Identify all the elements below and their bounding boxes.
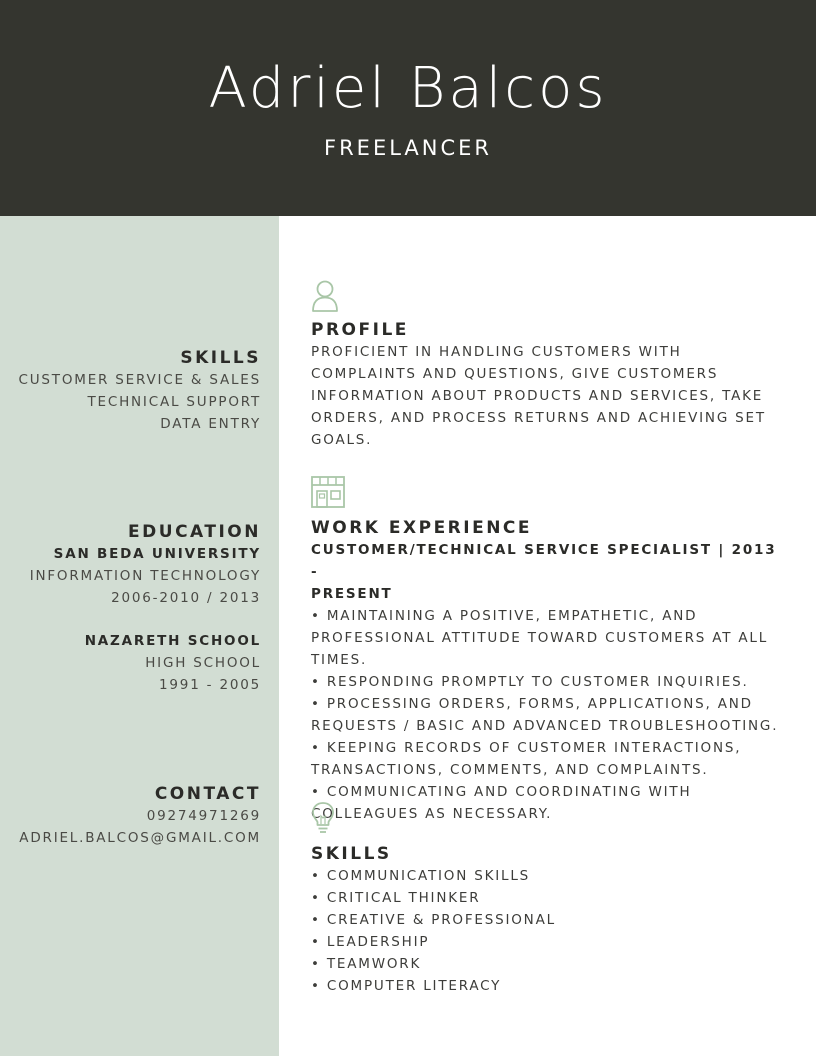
school-program: INFORMATION TECHNOLOGY xyxy=(29,568,261,584)
work-line: • RESPONDING PROMPTLY TO CUSTOMER INQUIRIES. xyxy=(311,674,749,690)
profile-heading: PROFILE xyxy=(311,320,409,340)
contact-heading: CONTACT xyxy=(154,784,261,804)
sidebar-skill-item: TECHNICAL SUPPORT xyxy=(87,394,261,410)
work-experience-section xyxy=(311,517,781,825)
school-name: NAZARETH SCHOOL xyxy=(84,633,261,649)
skill-item: • COMPUTER LITERACY xyxy=(311,975,781,997)
work-line: COLLEAGUES AS NECESSARY. xyxy=(311,806,553,822)
profile-line: ORDERS, AND PROCESS RETURNS AND ACHIEVING SET xyxy=(311,410,766,426)
work-line: TIMES. xyxy=(311,652,368,668)
school-years: 2006-2010 / 2013 xyxy=(111,590,261,606)
sidebar-education-section xyxy=(30,521,261,696)
candidate-title: FREELANCER xyxy=(324,136,492,160)
contact-email: ADRIEL.BALCOS@GMAIL.COM xyxy=(19,830,261,846)
education-heading: EDUCATION xyxy=(128,522,261,542)
school-name: SAN BEDA UNIVERSITY xyxy=(53,546,261,562)
skill-item: • COMMUNICATION SKILLS xyxy=(311,865,781,887)
work-line: • MAINTAINING A POSITIVE, EMPATHETIC, AND xyxy=(311,608,698,624)
sidebar-skill-item: CUSTOMER SERVICE & SALES xyxy=(18,372,261,388)
skill-item: • LEADERSHIP xyxy=(311,931,781,953)
sidebar-skills-section xyxy=(19,347,262,435)
profile-line: INFORMATION ABOUT PRODUCTS AND SERVICES, TAKE xyxy=(311,388,764,404)
skills-section xyxy=(311,843,781,997)
profile-line: COMPLAINTS AND QUESTIONS, GIVE CUSTOMERS xyxy=(311,366,719,382)
contact-phone: 09274971269 xyxy=(146,808,261,824)
storefront-icon xyxy=(311,476,345,512)
person-icon xyxy=(311,279,339,317)
candidate-name: Adriel Balcos xyxy=(208,56,608,121)
resume-header xyxy=(0,0,816,216)
school-years: 1991 - 2005 xyxy=(159,677,261,693)
skill-item: • CREATIVE & PROFESSIONAL xyxy=(311,909,781,931)
school-program: HIGH SCHOOL xyxy=(145,655,261,671)
work-line: TRANSACTIONS, COMMENTS, AND COMPLAINTS. xyxy=(311,762,709,778)
work-line: • KEEPING RECORDS OF CUSTOMER INTERACTIONS, xyxy=(311,740,742,756)
sidebar-contact-section xyxy=(19,783,261,849)
work-heading: WORK EXPERIENCE xyxy=(311,518,533,538)
profile-section xyxy=(311,319,781,451)
work-line: PROFESSIONAL ATTITUDE TOWARD CUSTOMERS AT ALL xyxy=(311,630,769,646)
skill-item: • TEAMWORK xyxy=(311,953,781,975)
work-position: CUSTOMER/TECHNICAL SERVICE SPECIALIST | 2013 - xyxy=(311,542,777,580)
skill-item: • CRITICAL THINKER xyxy=(311,887,781,909)
work-line: REQUESTS / BASIC AND ADVANCED TROUBLESHOOTING. xyxy=(311,718,779,734)
skills-list xyxy=(311,865,781,997)
lightbulb-icon xyxy=(311,801,335,839)
profile-line: PROFICIENT IN HANDLING CUSTOMERS WITH xyxy=(311,344,682,360)
profile-line: GOALS. xyxy=(311,432,373,448)
work-line: • PROCESSING ORDERS, FORMS, APPLICATIONS, AND xyxy=(311,696,753,712)
work-position: PRESENT xyxy=(311,586,393,602)
sidebar-skill-item: DATA ENTRY xyxy=(160,416,261,432)
sidebar-skills-heading: SKILLS xyxy=(180,348,261,368)
skills-heading: SKILLS xyxy=(311,844,392,864)
work-line: • COMMUNICATING AND COORDINATING WITH xyxy=(311,784,692,800)
